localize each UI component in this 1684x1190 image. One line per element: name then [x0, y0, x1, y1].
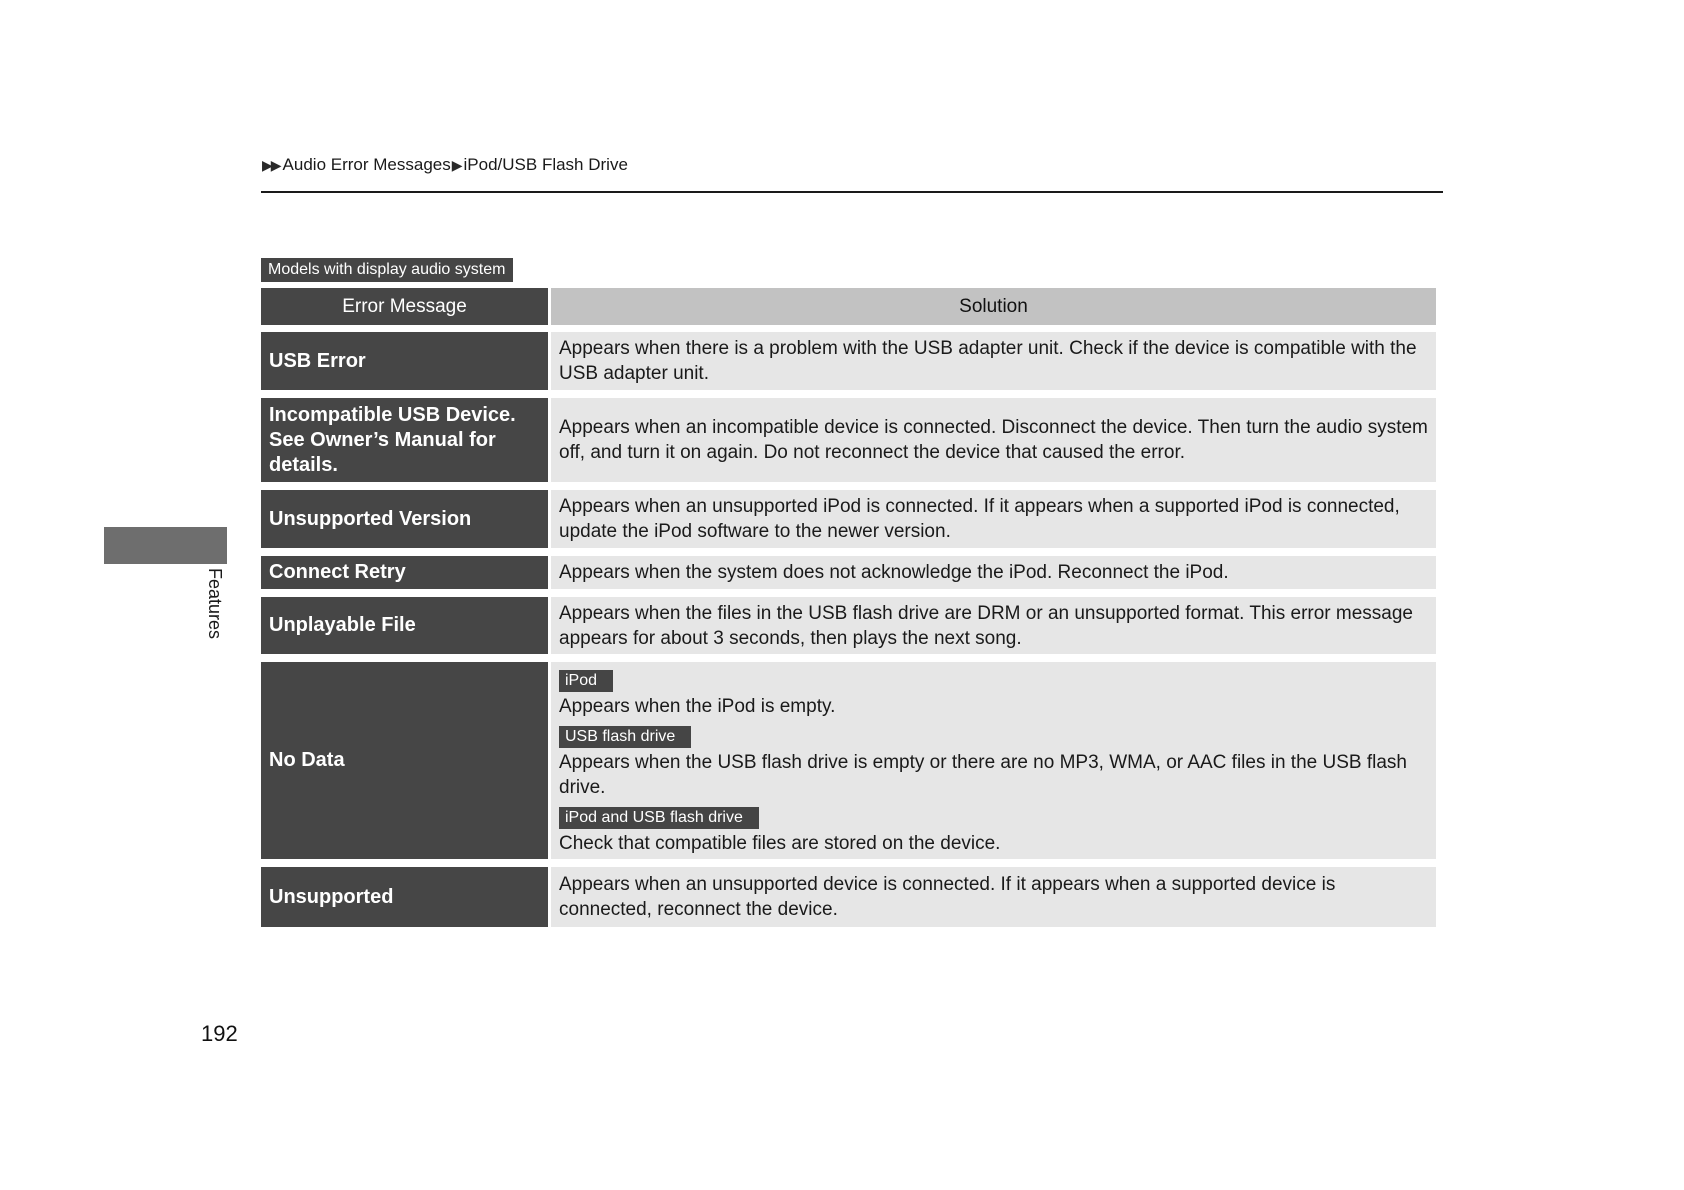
solution-cell: Appears when an unsupported device is connected. If it appears when a supported device is connected, reconnect the device. — [551, 867, 1436, 927]
ipod-and-usb-tag: iPod and USB flash drive — [559, 807, 759, 829]
error-message-table — [261, 288, 1436, 935]
page-number: 192 — [201, 1021, 238, 1046]
breadcrumb — [262, 155, 628, 175]
error-message-cell: Incompatible USB Device. See Owner’s Manual for details. — [261, 398, 548, 482]
table-row — [261, 398, 1436, 482]
error-message-cell: No Data — [261, 662, 548, 859]
solution-cell: Appears when the system does not acknowledge the iPod. Reconnect the iPod. — [551, 556, 1436, 589]
models-tag: Models with display audio system — [261, 258, 513, 282]
double-arrow-icon: ▶▶ — [262, 156, 280, 173]
solution-cell: Appears when there is a problem with the USB adapter unit. Check if the device is compatible with the USB adapter unit. — [551, 332, 1436, 390]
usb-flash-drive-solution-text: Appears when the USB flash drive is empty or there are no MP3, WMA, or AAC files in the USB flash drive. — [559, 752, 1407, 798]
breadcrumb-item-ipod-usb[interactable]: iPod/USB Flash Drive — [463, 155, 628, 174]
table-row — [261, 867, 1436, 927]
solution-cell: Appears when an unsupported iPod is connected. If it appears when a supported iPod is connected, update the iPod software to the newer version. — [551, 490, 1436, 548]
arrow-icon: ▶ — [451, 156, 463, 173]
table-header-row — [261, 288, 1436, 325]
column-header-error-message: Error Message — [261, 288, 548, 325]
section-label: Features — [205, 568, 225, 640]
table-row — [261, 662, 1436, 859]
section-tab — [104, 527, 227, 564]
table-row — [261, 490, 1436, 548]
error-message-cell: Connect Retry — [261, 556, 548, 589]
solution-cell: Appears when the files in the USB flash drive are DRM or an unsupported format. This error message appears for about 3 seconds, then plays the next song. — [551, 597, 1436, 654]
breadcrumb-item-audio-error-messages[interactable]: Audio Error Messages — [282, 155, 451, 174]
usb-flash-drive-tag: USB flash drive — [559, 726, 691, 748]
error-message-cell: Unplayable File — [261, 597, 548, 654]
ipod-tag: iPod — [559, 670, 613, 692]
table-row — [261, 332, 1436, 390]
table-row — [261, 597, 1436, 654]
error-message-cell: Unsupported — [261, 867, 548, 927]
error-message-cell: Unsupported Version — [261, 490, 548, 548]
solution-cell — [551, 662, 1436, 859]
ipod-and-usb-solution-text: Check that compatible files are stored on the device. — [559, 833, 1001, 854]
error-message-cell: USB Error — [261, 332, 548, 390]
solution-cell: Appears when an incompatible device is connected. Disconnect the device. Then turn the audio system off, and turn it on again. Do not reconnect the device that caused the error. — [551, 398, 1436, 482]
ipod-solution-text: Appears when the iPod is empty. — [559, 696, 836, 717]
column-header-solution: Solution — [551, 288, 1436, 325]
header-divider — [261, 191, 1443, 193]
table-row — [261, 556, 1436, 589]
